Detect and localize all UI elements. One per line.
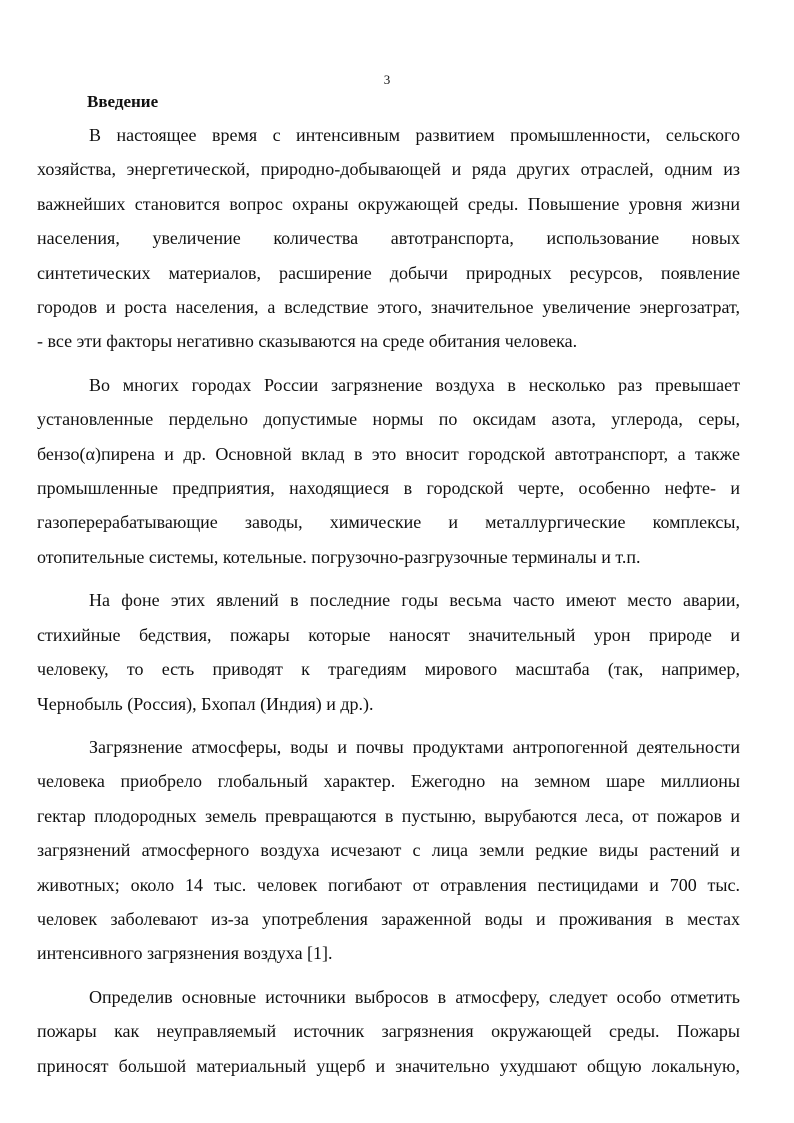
text-line: Чернобыль (Россия), Бхопал (Индия) и др.). [37, 693, 374, 714]
text-line: синтетических материалов, расширение добычи природных ресурсов, появление [37, 262, 740, 283]
text-line: промышленные предприятия, находящиеся в городской черте, особенно нефте- и [37, 478, 740, 499]
text-line: гектар плодородных земель превращаются в пустыню, вырубаются леса, от пожаров и [37, 805, 740, 826]
text-line: животных; около 14 тыс. человек погибают от отравления пестицидами и 700 тыс. [37, 874, 740, 895]
text-line: Определив основные источники выбросов в атмосферу, следует особо отметить [89, 986, 740, 1007]
text-line: важнейших становится вопрос охраны окружающей среды. Повышение уровня жизни [37, 193, 740, 214]
text-line: хозяйства, энергетической, природно-добывающей и ряда других отраслей, одним из [37, 159, 740, 180]
text-line: Загрязнение атмосферы, воды и почвы продуктами антропогенной деятельности [89, 736, 740, 757]
body-text [37, 118, 740, 1092]
paragraph-3 [37, 583, 740, 721]
text-line: В настоящее время с интенсивным развитием промышленности, сельского [89, 125, 740, 145]
text-line: городов и роста населения, а вследствие этого, значительное увеличение энергозатрат, [37, 297, 740, 318]
text-line: На фоне этих явлений в последние годы весьма часто имеют место аварии, [89, 590, 740, 611]
text-line: населения, увеличение количества автотранспорта, использование новых [37, 228, 740, 249]
text-line: установленные пердельно допустимые нормы по оксидам азота, углерода, серы, [37, 409, 740, 430]
page-number: 3 [383, 72, 391, 87]
text-line: Во многих городах России загрязнение воздуха в несколько раз превышает [89, 374, 740, 395]
text-line: интенсивного загрязнения воздуха [1]. [37, 943, 333, 964]
text-line: - все эти факторы негативно сказываются на среде обитания человека. [37, 331, 578, 352]
text-line: пожары как неуправляемый источник загрязнения окружающей среды. Пожары [37, 1021, 740, 1042]
section-heading: Введение [87, 92, 159, 111]
text-line: стихийные бедствия, пожары которые наносят значительный урон природе и [37, 624, 740, 645]
paragraph-5 [37, 980, 740, 1083]
text-line: человек заболевают из-за употребления зараженной воды и проживания в местах [37, 908, 740, 929]
text-line: отопительные системы, котельные. погрузочно-разгрузочные терминалы и т.п. [37, 546, 641, 567]
paragraph-2 [37, 368, 740, 574]
text-line: загрязнений атмосферного воздуха исчезают с лица земли редкие виды растений и [37, 840, 740, 861]
text-line: газоперерабатывающие заводы, химические и металлургические комплексы, [37, 512, 740, 533]
text-line: человеку, то есть приводят к трагедиям мирового масштаба (так, например, [37, 659, 740, 680]
paragraph-4 [37, 730, 740, 971]
paragraph-1 [37, 118, 740, 359]
text-line: приносят большой материальный ущерб и значительно ухудшают общую локальную, [37, 1055, 740, 1076]
text-line: бензо(α)пирена и др. Основной вклад в это вносит городской автотранспорт, а также [37, 443, 740, 464]
text-line: человека приобрело глобальный характер. Ежегодно на земном шаре миллионы [37, 771, 740, 792]
